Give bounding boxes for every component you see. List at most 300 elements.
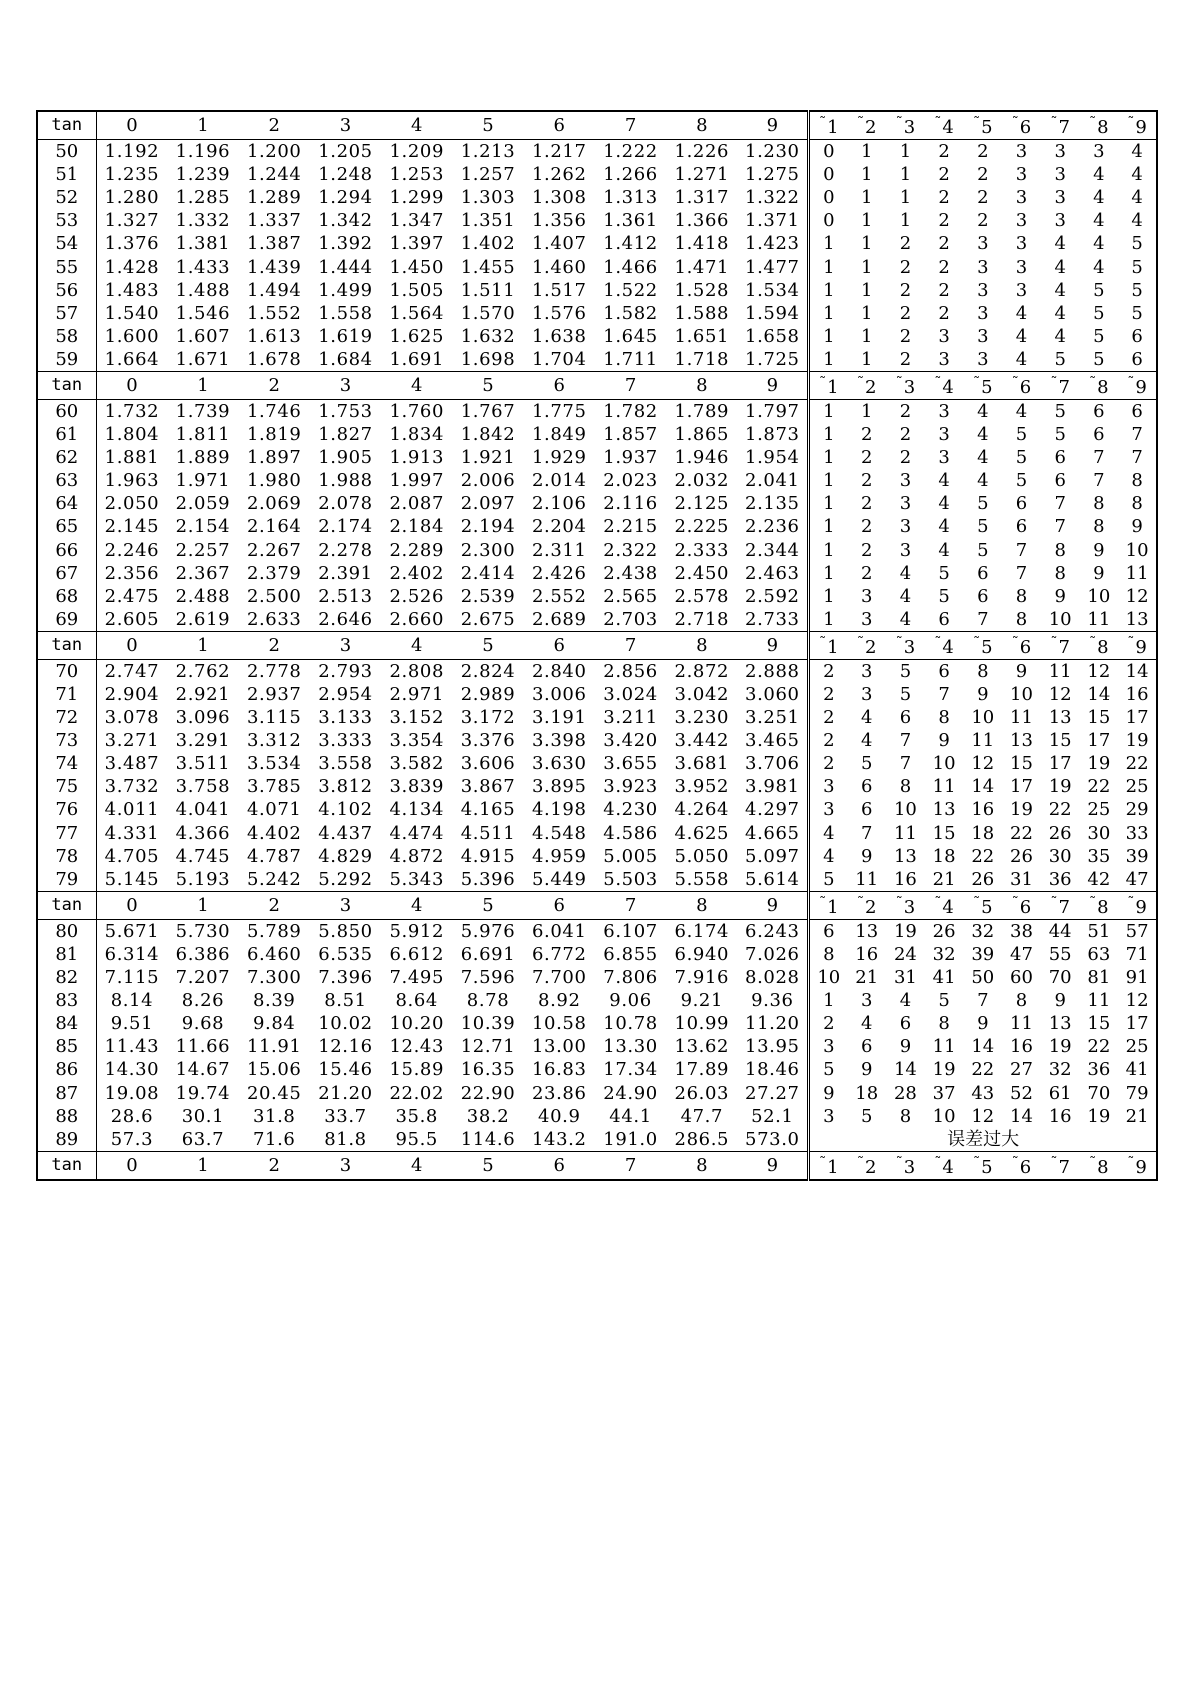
tan-value-cell: 3.952	[674, 776, 730, 798]
tan-value-cell: 4.102	[318, 799, 373, 821]
diff-column-header	[1002, 111, 1041, 140]
diff-column-header	[809, 891, 848, 919]
diff-cell: 19	[1087, 1105, 1111, 1127]
diff-cell: 6	[823, 920, 835, 942]
diff-cell: 7	[1093, 447, 1105, 469]
tan-value-cell: 1.988	[318, 470, 373, 492]
tan-value-cell: 1.913	[389, 447, 444, 469]
diff-cell: 7	[861, 822, 873, 844]
tan-value-cell: 40.9	[538, 1105, 581, 1127]
diff-cell: 2	[899, 400, 912, 422]
diff-column-header	[1041, 111, 1080, 140]
diff-cell: 4	[1131, 164, 1143, 186]
tilde-mark: ˜	[1011, 1154, 1019, 1171]
diff-column-number: 6	[1019, 896, 1032, 918]
diff-cell: 2	[899, 233, 912, 255]
diff-column-header	[1080, 111, 1119, 140]
column-header: 9	[737, 1151, 808, 1180]
diff-cell: 3	[938, 400, 950, 422]
tan-value-cell: 2.174	[318, 516, 373, 538]
tan-value-cell: 7.596	[460, 967, 516, 989]
tan-value-cell: 2.184	[389, 516, 444, 538]
column-header: 4	[381, 891, 452, 919]
diff-cell: 5	[1015, 470, 1028, 492]
diff-cell: 12	[1048, 684, 1072, 706]
tan-value-cell: 26.03	[674, 1082, 730, 1104]
diff-column-header	[1080, 1151, 1119, 1180]
diff-cell: 5	[1093, 279, 1105, 301]
tan-value-cell: 5.976	[460, 920, 516, 942]
diff-cell: 14	[971, 1036, 995, 1058]
column-header: 0	[96, 371, 167, 399]
degree-label: 81	[37, 943, 96, 966]
diff-cell: 9	[1054, 585, 1066, 607]
tan-value-cell: 1.600	[104, 325, 160, 347]
diff-cell: 5	[823, 1059, 835, 1081]
tan-value-cell: 1.235	[104, 164, 160, 186]
diff-cell: 8	[977, 660, 989, 682]
column-header: 1	[167, 631, 238, 659]
table-row	[37, 798, 1157, 821]
diff-cell: 8	[938, 1013, 950, 1035]
diff-cell: 5	[1041, 348, 1080, 372]
diff-cell: 2	[861, 447, 873, 469]
diff-cell: 3	[977, 302, 989, 324]
table-row	[37, 562, 1157, 585]
tan-value-cell: 2.808	[389, 660, 444, 682]
tan-value-cell: 1.522	[603, 279, 658, 301]
degree-label: 50	[37, 140, 96, 164]
diff-column-header	[963, 371, 1002, 399]
table-row	[37, 325, 1157, 348]
tan-value-cell: 2.215	[603, 516, 658, 538]
diff-column-number: 4	[942, 117, 954, 138]
tan-value-cell: 3.558	[318, 753, 373, 775]
diff-cell: 4	[1015, 400, 1028, 422]
tan-value-cell: 3.465	[737, 729, 808, 752]
diff-column-header	[1118, 631, 1157, 659]
diff-column-header	[886, 631, 925, 659]
diff-column-number: 3	[903, 1156, 916, 1178]
diff-cell: 3	[823, 1036, 835, 1058]
tan-value-cell: 1.842	[460, 424, 516, 446]
tan-value-cell: 6.691	[460, 943, 516, 965]
tan-value-cell: 1.632	[460, 325, 516, 347]
header-label: tan	[37, 111, 96, 140]
tan-value-cell: 1.905	[318, 447, 373, 469]
diff-cell: 8	[1131, 470, 1143, 492]
tan-value-cell: 1.196	[175, 141, 231, 163]
diff-column-header	[1118, 1151, 1157, 1180]
tan-value-cell: 3.312	[246, 730, 302, 752]
tan-value-cell: 5.912	[389, 920, 444, 942]
tan-value-cell: 3.211	[603, 707, 658, 729]
diff-cell: 11	[1125, 562, 1149, 584]
diff-cell: 30	[1048, 845, 1072, 867]
degree-label: 86	[37, 1058, 96, 1081]
tan-value-cell: 3.251	[737, 706, 808, 729]
diff-column-number: 7	[1058, 376, 1070, 398]
tan-value-cell: 4.625	[674, 822, 730, 844]
diff-column-number: 2	[865, 896, 877, 918]
diff-cell: 1	[823, 302, 835, 324]
tan-value-cell: 2.311	[532, 539, 587, 561]
degree-label: 84	[37, 1012, 96, 1035]
tan-value-cell: 1.337	[246, 210, 302, 232]
diff-cell: 2	[823, 707, 835, 729]
diff-cell: 25	[1125, 1036, 1149, 1058]
tan-value-cell: 573.0	[737, 1128, 808, 1152]
diff-cell: 9	[977, 1013, 989, 1035]
diff-cell: 13	[1010, 730, 1033, 752]
diff-cell: 6	[1131, 400, 1143, 422]
tilde-mark: ˜	[857, 374, 864, 391]
tan-value-cell: 4.297	[737, 798, 808, 821]
tilde-mark: ˜	[819, 894, 827, 911]
diff-cell: 5	[1054, 400, 1066, 422]
degree-label: 85	[37, 1035, 96, 1058]
tan-value-cell: 3.042	[674, 684, 730, 706]
tan-value-cell: 1.253	[389, 164, 444, 186]
tan-value-cell: 20.45	[246, 1082, 302, 1104]
diff-cell: 10	[971, 707, 995, 729]
diff-cell: 11	[1048, 660, 1072, 682]
tan-value-cell: 6.041	[532, 920, 587, 942]
tan-value-cell: 8.26	[181, 990, 225, 1012]
tilde-mark: ˜	[934, 115, 942, 131]
diff-cell: 4	[977, 424, 989, 446]
tan-value-cell: 1.528	[674, 279, 730, 301]
degree-label: 54	[37, 232, 96, 255]
tan-value-cell: 1.849	[532, 424, 587, 446]
tan-value-cell: 1.366	[674, 210, 730, 232]
table-row	[37, 446, 1157, 469]
degree-label: 51	[37, 163, 96, 186]
diff-column-number: 5	[981, 1156, 993, 1178]
tan-value-cell: 114.6	[452, 1128, 523, 1152]
tan-value-cell: 1.342	[318, 210, 373, 232]
column-header: 8	[666, 631, 737, 659]
diff-cell: 4	[1093, 210, 1105, 232]
diff-cell: 7	[899, 730, 912, 752]
diff-cell: 4	[1054, 325, 1066, 347]
diff-cell: 3	[1054, 210, 1066, 232]
diff-cell: 1	[823, 256, 835, 278]
tan-value-cell: 7.300	[246, 967, 302, 989]
tan-value-cell: 1.613	[246, 325, 302, 347]
tan-value-cell: 2.888	[737, 659, 808, 683]
diff-cell: 9	[899, 1036, 912, 1058]
tan-value-cell: 1.664	[96, 348, 167, 372]
degree-label: 69	[37, 608, 96, 632]
diff-cell: 8	[1054, 539, 1066, 561]
diff-cell: 1	[899, 210, 912, 232]
tan-value-cell: 2.539	[460, 585, 516, 607]
column-header: 6	[524, 111, 595, 140]
tilde-mark: ˜	[973, 115, 981, 131]
diff-cell: 3	[1015, 210, 1028, 232]
tan-value-cell: 8.78	[466, 990, 510, 1012]
degree-label: 75	[37, 775, 96, 798]
tan-value-cell: 3.981	[737, 775, 808, 798]
diff-cell: 91	[1125, 967, 1149, 989]
tan-value-cell: 3.115	[246, 707, 302, 729]
tan-value-cell: 7.700	[532, 967, 587, 989]
diff-cell: 3	[1093, 141, 1105, 163]
diff-cell: 19	[1048, 776, 1072, 798]
diff-cell: 13	[1048, 1013, 1072, 1035]
diff-column-number: 4	[942, 896, 954, 918]
diff-cell: 4	[1093, 256, 1105, 278]
tilde-mark: ˜	[857, 634, 864, 651]
diff-cell: 5	[938, 990, 950, 1012]
diff-cell: 5	[1015, 424, 1028, 446]
degree-label: 55	[37, 255, 96, 278]
diff-cell: 15	[932, 822, 956, 844]
diff-cell: 1	[861, 400, 873, 422]
diff-cell: 2	[938, 256, 950, 278]
diff-cell: 6	[1054, 470, 1066, 492]
tan-value-cell: 1.200	[246, 141, 302, 163]
diff-column-number: 9	[1135, 636, 1147, 658]
diff-cell: 35	[1087, 845, 1111, 867]
table-row	[37, 302, 1157, 325]
diff-cell: 41	[932, 967, 956, 989]
tan-value-cell: 6.612	[389, 943, 444, 965]
tan-value-cell: 1.257	[460, 164, 516, 186]
diff-cell: 10	[932, 1105, 956, 1127]
header-row	[37, 371, 1157, 399]
tan-value-cell: 2.344	[737, 539, 808, 562]
tan-value-cell: 14.67	[175, 1059, 231, 1081]
tan-value-cell: 1.954	[737, 446, 808, 469]
diff-cell: 10	[932, 753, 956, 775]
tilde-mark: ˜	[1050, 1154, 1058, 1171]
diff-cell: 11	[932, 776, 956, 798]
diff-cell: 17	[1048, 753, 1072, 775]
tan-value-cell: 1.638	[532, 325, 587, 347]
tan-value-cell: 1.889	[175, 447, 231, 469]
column-header: 2	[239, 891, 310, 919]
diff-cell: 19	[1125, 730, 1149, 752]
degree-label: 78	[37, 845, 96, 868]
tilde-mark: ˜	[895, 1154, 903, 1171]
tan-value-cell: 1.963	[104, 470, 160, 492]
tan-value-cell: 4.165	[460, 799, 516, 821]
diff-column-header	[1002, 891, 1041, 919]
diff-column-header	[847, 111, 886, 140]
diff-cell: 57	[1125, 920, 1149, 942]
tan-value-cell: 9.51	[110, 1013, 154, 1035]
tan-value-cell: 3.487	[104, 753, 160, 775]
header-label: tan	[37, 891, 96, 919]
tan-value-cell: 2.164	[246, 516, 302, 538]
tan-value-cell: 1.534	[737, 279, 808, 302]
diff-cell: 7	[1054, 493, 1066, 515]
tan-value-cell: 3.172	[460, 707, 516, 729]
tan-value-cell: 4.915	[460, 845, 516, 867]
diff-cell: 7	[963, 608, 1002, 632]
tan-value-cell: 5.145	[96, 868, 167, 892]
tan-value-cell: 1.782	[603, 400, 658, 422]
diff-column-number: 8	[1097, 376, 1109, 398]
tilde-mark: ˜	[819, 1154, 827, 1171]
diff-cell: 17	[1010, 776, 1033, 798]
diff-cell: 1	[861, 256, 873, 278]
diff-cell: 44	[1048, 920, 1072, 942]
diff-cell: 9	[938, 730, 950, 752]
tan-value-cell: 4.787	[246, 845, 302, 867]
tan-value-cell: 8.028	[737, 966, 808, 989]
diff-cell: 13	[1118, 608, 1157, 632]
error-note: 误差过大	[809, 1128, 1157, 1152]
diff-cell: 4	[1015, 302, 1028, 324]
degree-label: 53	[37, 209, 96, 232]
tan-value-cell: 1.607	[175, 325, 231, 347]
diff-column-number: 3	[903, 117, 916, 138]
diff-cell: 25	[1087, 799, 1111, 821]
tan-value-cell: 1.540	[104, 302, 160, 324]
diff-cell: 47	[1118, 868, 1157, 892]
degree-label: 52	[37, 186, 96, 209]
tan-value-cell: 1.732	[104, 400, 160, 422]
diff-cell: 9	[1093, 539, 1105, 561]
tan-value-cell: 1.361	[603, 210, 658, 232]
diff-cell: 4	[977, 400, 989, 422]
tilde-mark: ˜	[857, 115, 864, 131]
diff-column-header	[963, 111, 1002, 140]
column-header: 9	[737, 631, 808, 659]
column-header: 8	[666, 891, 737, 919]
table-row	[37, 209, 1157, 232]
diff-cell: 22	[1048, 799, 1072, 821]
diff-column-header	[886, 111, 925, 140]
table-row	[37, 1012, 1157, 1035]
diff-cell: 1	[823, 279, 835, 301]
diff-column-header	[1002, 1151, 1041, 1180]
diff-column-number: 3	[903, 376, 916, 398]
diff-cell: 26	[963, 868, 1002, 892]
tan-value-cell: 1.827	[318, 424, 373, 446]
diff-cell: 1	[823, 325, 835, 347]
tan-value-cell: 13.62	[674, 1036, 730, 1058]
diff-cell: 24	[893, 943, 917, 965]
diff-column-number: 2	[865, 636, 877, 658]
diff-cell: 8	[1015, 990, 1028, 1012]
diff-cell: 2	[823, 684, 835, 706]
diff-cell: 3	[1015, 279, 1028, 301]
tan-value-cell: 1.460	[532, 256, 587, 278]
diff-cell: 7	[977, 990, 989, 1012]
tan-value-cell: 2.747	[104, 660, 160, 682]
diff-cell: 51	[1087, 920, 1111, 942]
diff-column-header	[925, 1151, 964, 1180]
diff-cell: 6	[1093, 424, 1105, 446]
diff-cell: 2	[899, 256, 912, 278]
tan-value-cell: 7.396	[318, 967, 373, 989]
tilde-mark: ˜	[895, 634, 903, 651]
header-label: tan	[37, 371, 96, 399]
tan-value-cell: 1.483	[104, 279, 160, 301]
tan-value-cell: 1.594	[737, 302, 808, 325]
tan-value-cell: 1.488	[175, 279, 231, 301]
diff-cell: 17	[1087, 730, 1111, 752]
tan-value-cell: 2.367	[175, 562, 231, 584]
diff-cell: 1	[823, 424, 835, 446]
tan-value-cell: 2.135	[737, 492, 808, 515]
tan-value-cell: 2.619	[167, 608, 238, 632]
tan-value-cell: 2.356	[104, 562, 160, 584]
tan-value-cell: 2.824	[460, 660, 516, 682]
tan-value-cell: 10.58	[532, 1013, 587, 1035]
diff-column-header	[1041, 371, 1080, 399]
tan-value-cell: 4.041	[175, 799, 231, 821]
tan-value-cell: 19.74	[175, 1082, 231, 1104]
diff-cell: 7	[1131, 447, 1143, 469]
tan-value-cell: 16.35	[460, 1059, 516, 1081]
tan-value-cell: 3.333	[318, 730, 373, 752]
diff-cell: 4	[1093, 233, 1105, 255]
column-header: 3	[310, 371, 381, 399]
diff-column-header	[847, 891, 886, 919]
tan-value-cell: 1.217	[532, 141, 587, 163]
tan-value-cell: 8.64	[395, 990, 438, 1012]
diff-cell: 1	[861, 141, 873, 163]
tan-value-cell: 3.354	[389, 730, 444, 752]
tan-value-cell: 2.106	[532, 493, 587, 515]
tan-value-cell: 7.806	[603, 967, 658, 989]
diff-column-number: 7	[1058, 117, 1070, 138]
diff-cell: 2	[861, 562, 873, 584]
tan-value-cell: 2.006	[460, 470, 516, 492]
column-header: 5	[452, 891, 523, 919]
diff-cell: 22	[1010, 822, 1033, 844]
diff-cell: 4	[1054, 302, 1066, 324]
diff-cell: 2	[861, 539, 873, 561]
diff-column-header	[886, 371, 925, 399]
column-header: 8	[666, 1151, 737, 1180]
tan-value-cell: 143.2	[524, 1128, 595, 1152]
degree-label: 77	[37, 822, 96, 845]
diff-cell: 5	[1131, 256, 1143, 278]
tan-value-cell: 6.940	[674, 943, 730, 965]
diff-cell: 1	[899, 141, 912, 163]
tan-value-cell: 2.971	[389, 684, 444, 706]
tan-value-cell: 1.262	[532, 164, 587, 186]
tan-value-cell: 2.097	[460, 493, 516, 515]
diff-cell: 16	[855, 943, 879, 965]
tilde-mark: ˜	[895, 374, 903, 391]
tan-value-cell: 3.060	[737, 683, 808, 706]
tan-value-cell: 5.343	[381, 868, 452, 892]
diff-cell: 3	[899, 493, 912, 515]
tan-value-cell: 14.30	[104, 1059, 160, 1081]
header-row	[37, 891, 1157, 919]
tan-value-cell: 3.191	[532, 707, 587, 729]
tan-value-cell: 1.897	[246, 447, 302, 469]
tan-value-cell: 1.192	[104, 141, 160, 163]
diff-cell: 3	[823, 799, 835, 821]
tan-value-cell: 1.244	[246, 164, 302, 186]
diff-cell: 2	[899, 325, 912, 347]
diff-column-number: 1	[827, 1156, 839, 1178]
tilde-mark: ˜	[819, 634, 827, 651]
diff-cell: 37	[932, 1082, 956, 1104]
table-row	[37, 845, 1157, 868]
tan-value-cell: 3.291	[175, 730, 231, 752]
tan-value-cell: 1.230	[737, 140, 808, 164]
diff-cell: 8	[1054, 562, 1066, 584]
